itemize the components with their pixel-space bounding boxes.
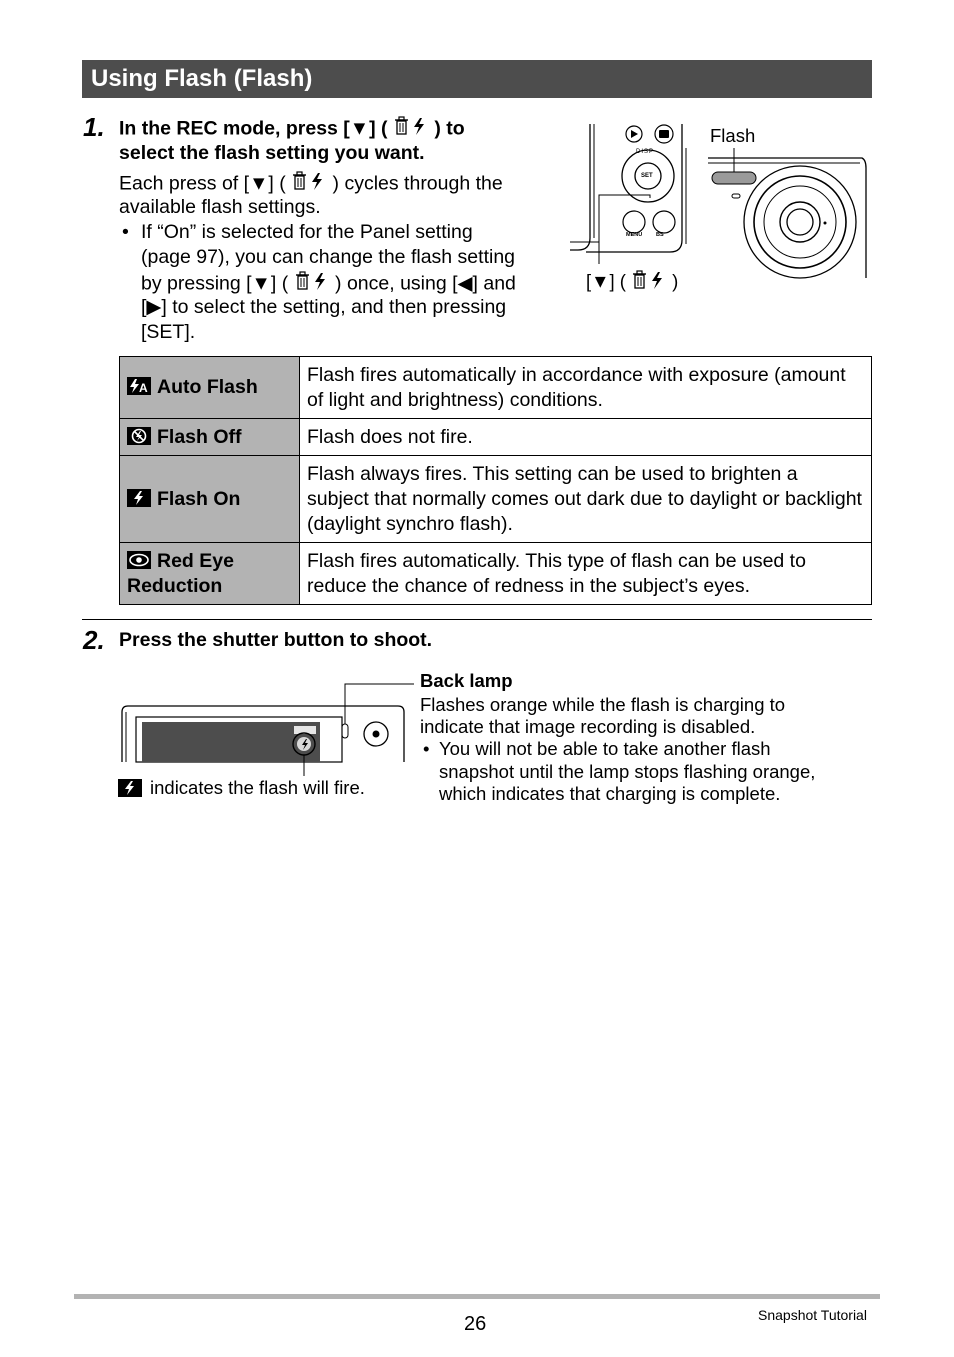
setting-name: Flash On <box>157 487 241 510</box>
camera-back-figure <box>118 672 418 782</box>
down-button-label-b: ) <box>672 270 679 292</box>
step-divider <box>82 619 872 620</box>
step-1-heading-line-1 <box>119 115 465 144</box>
setting-description: Flash fires automatically in accordance with exposure (amount of light and brightness) conditions. <box>300 357 872 419</box>
table-row <box>120 357 872 419</box>
back-lamp-line-1: Flashes orange while the flash is charging to <box>420 694 786 715</box>
menu-label: MENU <box>626 232 643 238</box>
trash-flash-icon <box>631 269 667 297</box>
back-lamp-bullet-line-2: snapshot until the lamp stops flashing orange, <box>439 761 816 782</box>
back-lamp-title: Back lamp <box>420 670 513 691</box>
flash-on-icon <box>127 489 151 507</box>
footer-rule <box>74 1294 880 1299</box>
auto-flash-icon <box>127 377 151 395</box>
flash-callout-label: Flash <box>710 125 756 146</box>
step-1-heading-line-2: select the flash setting you want. <box>119 142 425 164</box>
table-row <box>120 456 872 543</box>
table-row <box>120 419 872 456</box>
step-1-body-line-2: available flash settings. <box>119 196 321 218</box>
bs-label: BS <box>656 232 664 238</box>
setting-name: Auto Flash <box>157 376 258 398</box>
step-1-number: 1. <box>83 112 105 142</box>
down-button-callout-label <box>586 269 678 297</box>
flash-indicator-caption: indicates the flash will fire. <box>150 777 365 798</box>
step-1-heading-text-a: In the REC mode, press [▼] ( <box>119 117 388 140</box>
section-title: Using Flash (Flash) <box>82 60 872 98</box>
setting-name-cell <box>120 357 300 419</box>
step-2-heading: Press the shutter button to shoot. <box>119 629 433 651</box>
setting-name-cell <box>120 543 300 605</box>
step-1-bullet-text-b: ) once, using [◀] and <box>335 272 516 295</box>
flash-on-icon <box>118 779 142 797</box>
set-label: SET <box>641 173 653 179</box>
step-1-bullet-line-2: (page 97), you can change the flash setting <box>141 246 516 268</box>
setting-name: Red Eye Reduction <box>127 549 234 597</box>
trash-flash-icon <box>393 115 429 144</box>
disp-label: DISP <box>636 149 655 155</box>
setting-description: Flash always fires. This setting can be used to brighten a subject that normally comes out dark due to daylight or backlight (daylight synchro flash). <box>300 456 872 543</box>
step-1-body-text-a: Each press of [▼] ( <box>119 172 286 195</box>
back-lamp-bullet-line-1: You will not be able to take another flash <box>439 738 771 759</box>
red-eye-icon <box>127 551 151 569</box>
table-row <box>120 543 872 605</box>
setting-description: Flash does not fire. <box>300 419 872 456</box>
step-1-heading-text-b: ) to <box>434 117 465 140</box>
setting-name-cell <box>120 456 300 543</box>
back-lamp-line-2: indicate that image recording is disabled. <box>420 716 756 737</box>
setting-name-cell <box>120 419 300 456</box>
step-1-bullet-line-5: [SET]. <box>141 321 196 343</box>
step-1-body-text-b: ) cycles through the <box>332 172 503 195</box>
step-2-number: 2. <box>83 625 105 655</box>
page-number: 26 <box>464 1313 487 1335</box>
down-button-label-a: [▼] ( <box>586 270 626 292</box>
back-lamp-bullet-line-3: which indicates that charging is complete. <box>439 783 781 804</box>
step-1-bullet-line-4: [▶] to select the setting, and then pressing <box>141 296 507 318</box>
footer-section-name: Snapshot Tutorial <box>758 1307 867 1323</box>
setting-name: Flash Off <box>157 425 242 448</box>
step-1-bullet-line-1: If “On” is selected for the Panel setting <box>141 221 473 243</box>
step-1-bullet: • <box>122 221 129 243</box>
svg-text:A: A <box>139 381 148 395</box>
flash-off-icon <box>127 427 151 445</box>
setting-description: Flash fires automatically. This type of flash can be used to reduce the chance of redness in the subject’s eyes. <box>300 543 872 605</box>
step-1-bullet-text-a: by pressing [▼] ( <box>141 272 289 295</box>
back-lamp-bullet: • <box>423 738 430 759</box>
flash-settings-table <box>119 356 872 605</box>
